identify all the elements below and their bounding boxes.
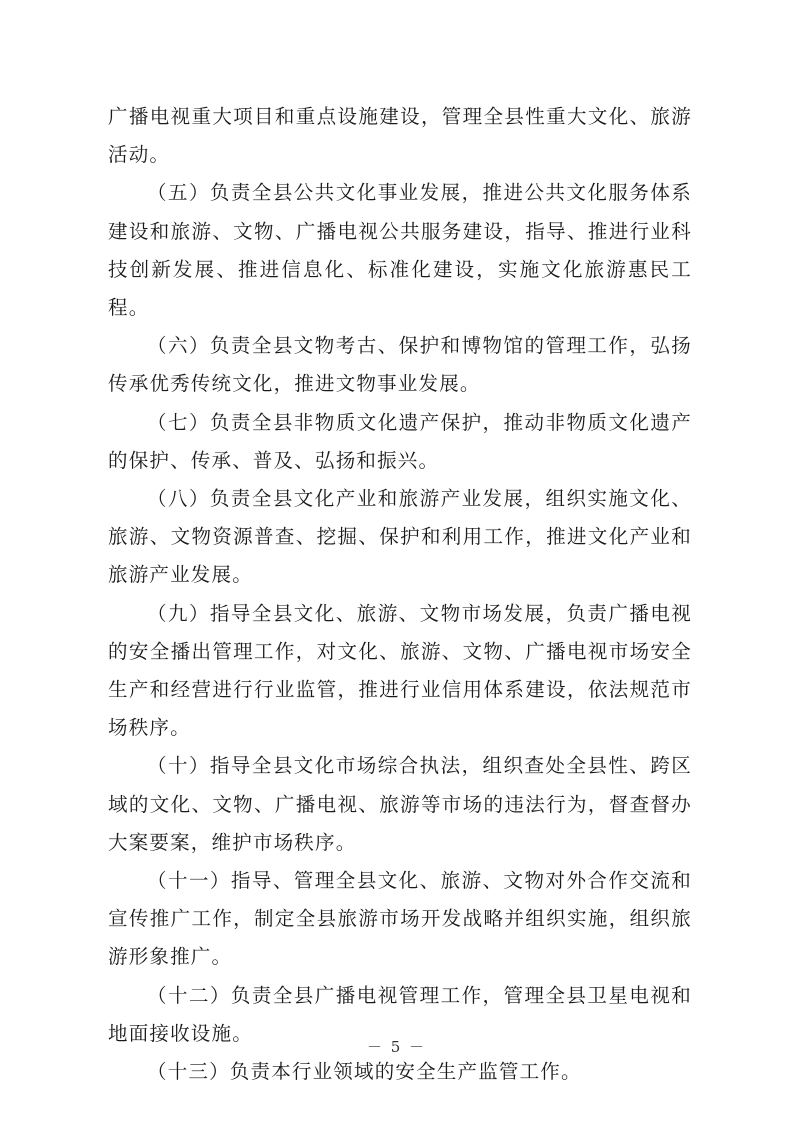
document-body: [108, 98, 692, 1091]
paragraph-item-11: （十一）指导、管理全县文化、旅游、文物对外合作交流和宣传推广工作，制定全县旅游市场开发战略并组织实施，组织旅游形象推广。: [108, 869, 692, 969]
paragraph-item-6: （六）负责全县文物考古、保护和博物馆的管理工作，弘扬传承优秀传统文化，推进文物事业发展。: [108, 334, 692, 396]
paragraph-continuation: 广播电视重大项目和重点设施建设，管理全县性重大文化、旅游活动。: [108, 105, 692, 167]
paragraph-item-7: （七）负责全县非物质文化遗产保护，推动非物质文化遗产的保护、传承、普及、弘扬和振兴。: [108, 410, 692, 472]
paragraph-item-5: （五）负责全县公共文化事业发展，推进公共文化服务体系建设和旅游、文物、广播电视公共服务建设，指导、推进行业科技创新发展、推进信息化、标准化建设，实施文化旅游惠民工程。: [108, 181, 692, 320]
paragraph-item-10: （十）指导全县文化市场综合执法，组织查处全县性、跨区域的文化、文物、广播电视、旅游等市场的违法行为，督查督办大案要案，维护市场秩序。: [108, 754, 692, 854]
paragraph-item-9: （九）指导全县文化、旅游、文物市场发展，负责广播电视的安全播出管理工作，对文化、旅游、文物、广播电视市场安全生产和经营进行行业监管，推进行业信用体系建设，依法规范市场秩序。: [108, 601, 692, 740]
paragraph-item-12: （十二）负责全县广播电视管理工作，管理全县卫星电视和地面接收设施。: [108, 983, 692, 1045]
page-number: － 5 －: [366, 1038, 427, 1056]
paragraph-item-8: （八）负责全县文化产业和旅游产业发展，组织实施文化、旅游、文物资源普查、挖掘、保护和利用工作，推进文化产业和旅游产业发展。: [108, 487, 692, 587]
paragraph-item-13: （十三）负责本行业领域的安全生产监管工作。: [147, 1060, 582, 1084]
